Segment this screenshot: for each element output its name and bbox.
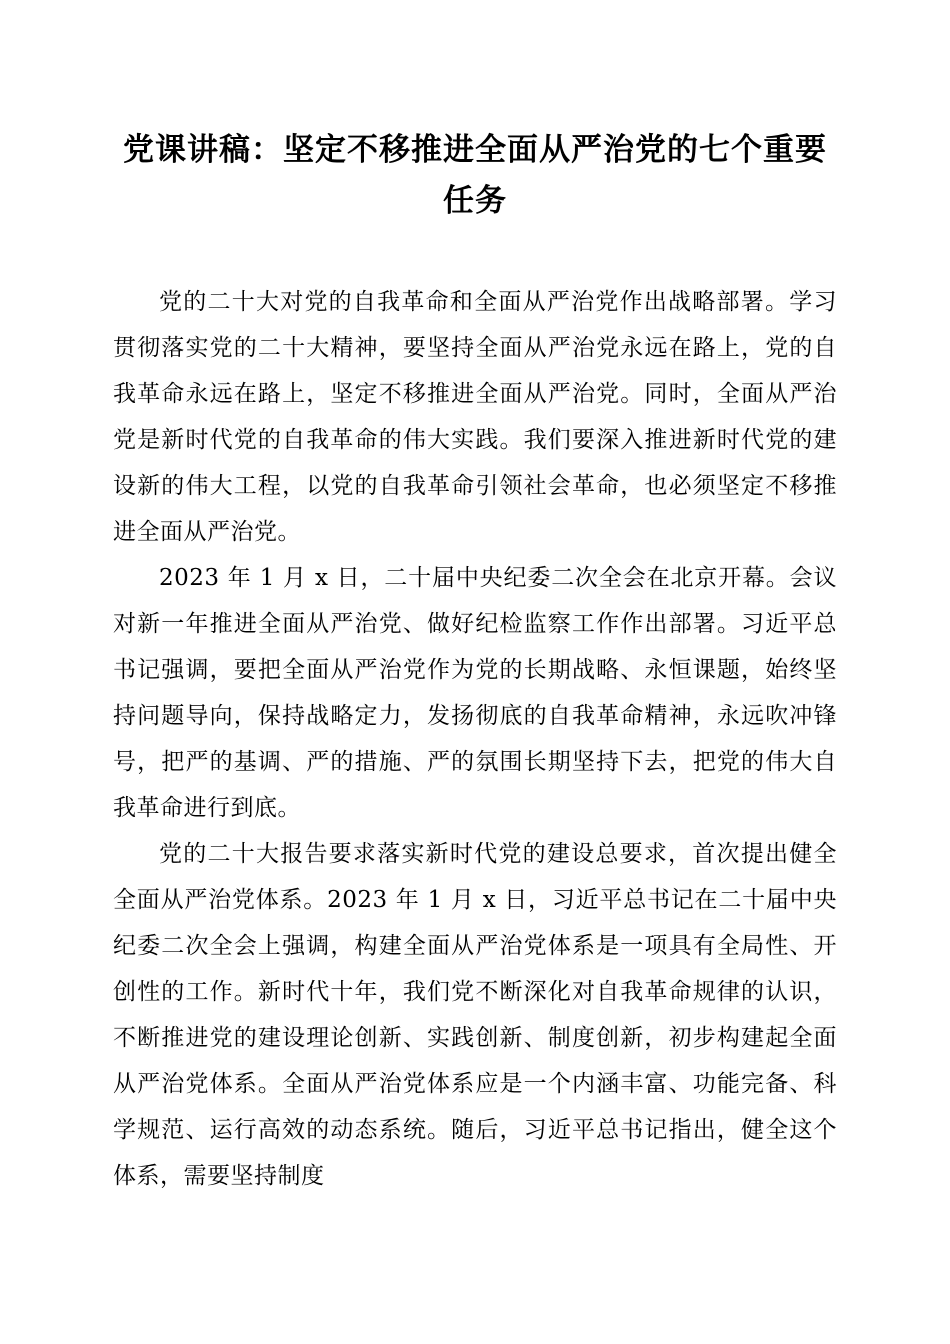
paragraph-3: 党的二十大报告要求落实新时代党的建设总要求，首次提出健全全面从严治党体系。2023 年 1 月 x 日，习近平总书记在二十届中央纪委二次全会上强调，构建全面从严治党体系是一项具有全局性、开创性的工作。新时代十年，我们党不断深化对自我革命规律的认识，不断推进党的建设理论创新、实践创新、制度创新，初步构建起全面从严治党体系。全面从严治党体系应是一个内涵丰富、功能完备、科学规范、运行高效的动态系统。随后，习近平总书记指出，健全这个体系，需要坚持制度: [113, 841, 837, 1190]
paragraph-2: 2023 年 1 月 x 日，二十届中央纪委二次全会在北京开幕。会议对新一年推进全面从严治党、做好纪检监察工作作出部署。习近平总书记强调，要把全面从严治党作为党的长期战略、永恒课题，始终坚持问题导向，保持战略定力，发扬彻底的自我革命精神，永远吹冲锋号，把严的基调、严的措施、严的氛围长期坚持下去，把党的伟大自我革命进行到底。: [113, 565, 837, 822]
document-title: 党课讲稿：坚定不移推进全面从严治党的七个重要任务: [123, 132, 827, 220]
paragraph-1: 党的二十大对党的自我革命和全面从严治党作出战略部署。学习贯彻落实党的二十大精神，要坚持全面从严治党永远在路上，党的自我革命永远在路上，坚定不移推进全面从严治党。同时，全面从严治党是新时代党的自我革命的伟大实践。我们要深入推进新时代党的建设新的伟大工程，以党的自我革命引领社会革命，也必须坚定不移推进全面从严治党。: [113, 289, 837, 546]
